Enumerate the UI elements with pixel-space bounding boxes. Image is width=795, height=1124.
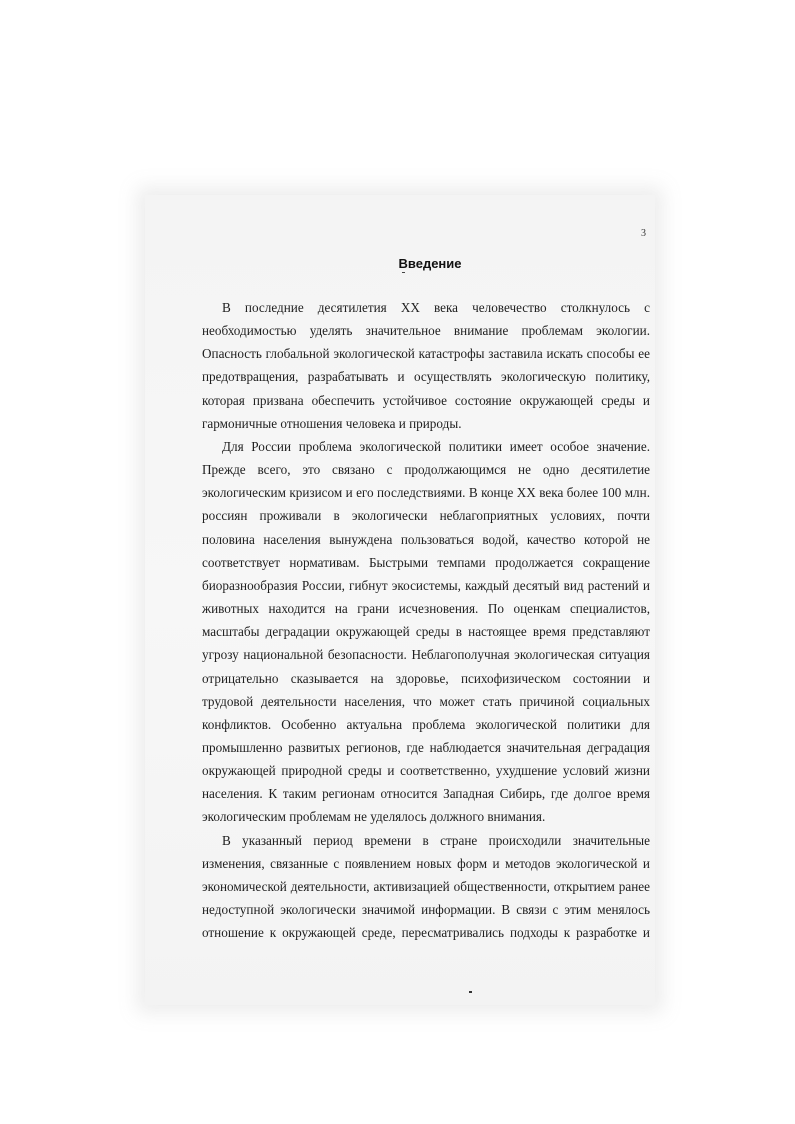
scan-artifact xyxy=(402,272,405,273)
paragraph: В указанный период времени в стране происходили значительные изменения, связанные с появлением новых форм и методов экологической и экономической деятельности, активизацией общественности, открытием ранее недоступной экологически значимой информации. В связи с этим менялось отношение к окружающей среде, пересматривались подходы к разработке и xyxy=(202,832,650,941)
scan-artifact xyxy=(469,991,472,993)
page-title: Введение xyxy=(398,256,462,271)
paragraph: Для России проблема экологической политики имеет особое значение. Прежде всего, это связано с продолжающимся не одно десятилетие экологическим кризисом и его последствиями. В конце XX века более 100 млн. россиян проживали в экологически неблагоприятных условиях, почти половина населения вынуждена пользоваться водой, качество которой не соответствует нормативам. Быстрыми темпами продолжается сокращение биоразнообразия России, гибнут экосистемы, каждый десятый вид растений и животных находится на грани исчезновения. По оценкам специалистов, масштабы деградации окружающей среды в настоящее время представляют угрозу национальной безопасности. Неблагополучная экологическая ситуация отрицательно сказывается на здоровье, психофизическом состоянии и трудовой деятельности населения, что может стать причиной социальных конфликтов. Особенно актуальна проблема экологической политики для промышленно развитых регионов, где наблюдается значительная деградация окружающей природной среды и соответственно, ухудшение условий жизни населения. К таким регионам относится Западная Сибирь, где долгое время экологическим проблемам не уделялось должного внимания. xyxy=(202,438,650,825)
paragraph: В последние десятилетия XX века человечество столкнулось с необходимостью уделять значительное внимание проблемам экологии. Опасность глобальной экологической катастрофы заставила искать способы ее предотвращения, разрабатывать и осуществлять экологическую политику, которая призвана обеспечить устойчивое состояние окружающей среды и гармоничные отношения человека и природы. xyxy=(202,300,650,431)
body-text xyxy=(202,296,650,944)
page-number: 3 xyxy=(641,228,646,239)
